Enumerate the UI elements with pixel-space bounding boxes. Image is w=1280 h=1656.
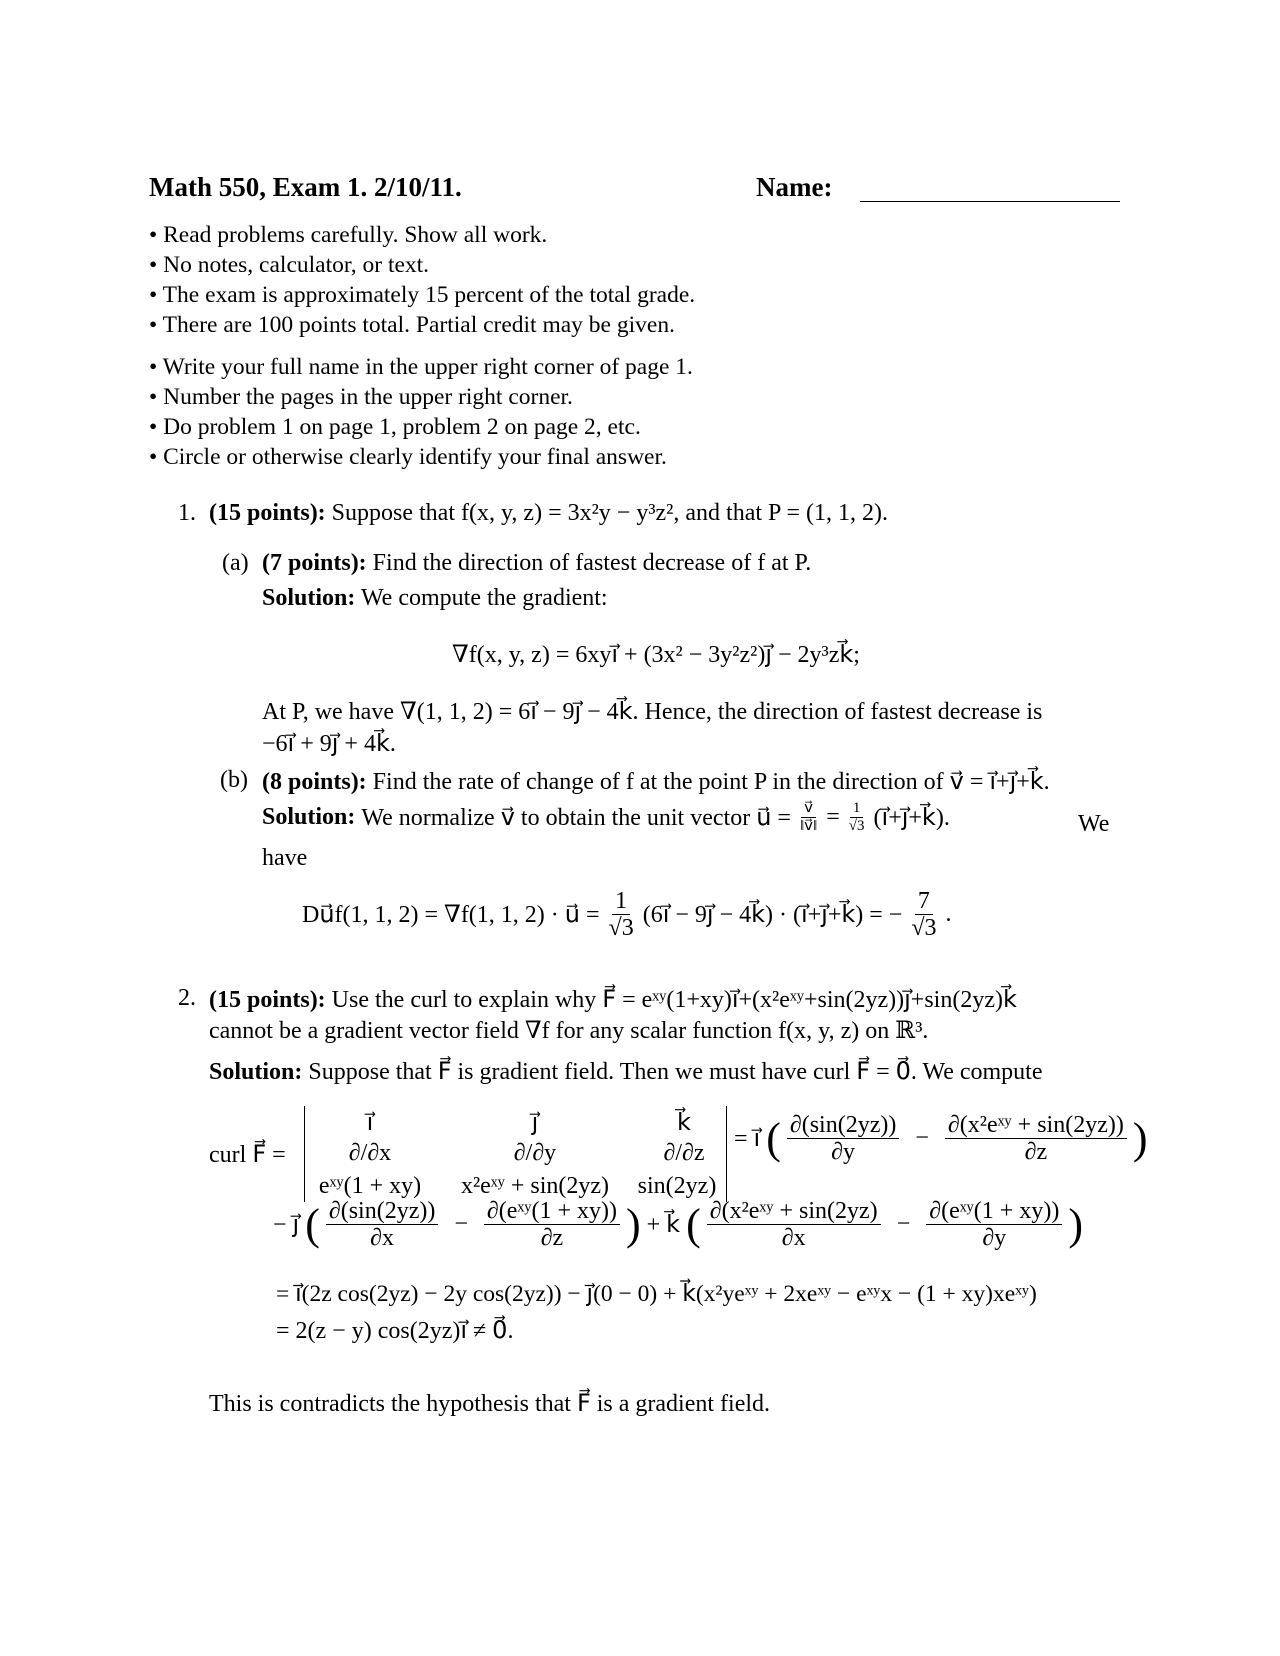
fraction-t3 [326, 1198, 439, 1252]
fraction-denominator: √3 [848, 817, 865, 834]
fraction-denominator: √3 [608, 915, 634, 942]
fraction-numerator: ∂(x²eˣʸ + sin(2yz)) [945, 1112, 1127, 1139]
gradient-formula: ∇f(x, y, z) = 6xyi⃗ + (3x² − 3y²z²)j⃗ − 2y³zk⃗; [452, 642, 860, 668]
minus-sign: − [915, 1125, 929, 1152]
matrix-q: x²eˣʸ + sin(2yz) [460, 1173, 610, 1199]
one-over-root3-large [606, 888, 637, 942]
part-a-solution-intro [262, 585, 608, 612]
problem-2-points: (15 points): [209, 987, 326, 1013]
fraction-numerator: v⃗ [801, 800, 816, 818]
minus-sign: − [896, 1211, 911, 1238]
fraction-t6 [926, 1198, 1062, 1252]
problem-2-number: 2. [178, 985, 196, 1011]
curl-jk-components [273, 1198, 1083, 1252]
fraction-numerator: ∂(sin(2yz)) [787, 1112, 900, 1139]
instruction-item: • Write your full name in the upper right corner of page 1. [149, 354, 693, 380]
fraction-numerator: ∂(x²eˣʸ + sin(2yz) [707, 1198, 881, 1225]
part-a-conclusion-1: At P, we have ∇(1, 1, 2) = 6i⃗ − 9j⃗ − 4k⃗. Hence, the direction of fastest decrease is [262, 699, 1043, 725]
problem-1-points: (15 points): [209, 500, 326, 526]
part-b-solution-line [262, 800, 950, 834]
right-paren: ) [625, 1199, 641, 1249]
part-b-label: (b) [220, 767, 248, 793]
part-a-conclusion-2: −6i⃗ + 9j⃗ + 4k⃗. [262, 731, 396, 757]
fraction-numerator: 7 [915, 888, 933, 915]
problem-2-statement-1 [209, 985, 1017, 1014]
instruction-item: • The exam is approximately 15 percent of the total grade. [149, 282, 696, 308]
instruction-item: • Circle or otherwise clearly identify your final answer. [149, 444, 667, 470]
left-paren: ( [305, 1199, 320, 1249]
solution-label: Solution: [262, 803, 356, 830]
fraction-numerator: ∂(sin(2yz)) [326, 1198, 439, 1225]
matrix-p: eˣʸ(1 + xy) [318, 1173, 422, 1199]
problem-2-statement-text: Use the curl to explain why F⃗ = eˣʸ(1+xy)i⃗+(x²eˣʸ+sin(2yz))j⃗+sin(2yz)k⃗ [331, 987, 1017, 1013]
derivative-middle: (6i⃗ − 9j⃗ − 4k⃗) · (i⃗+j⃗+k⃗) = − [642, 902, 903, 929]
problem-1-statement: Suppose that f(x, y, z) = 3x²y − y³z², and that P = (1, 1, 2). [331, 500, 888, 526]
unit-vector-fraction [797, 800, 820, 834]
minus-sign: − [454, 1211, 468, 1238]
fraction-denominator: ∂x [781, 1225, 806, 1252]
fraction-denominator: ‖v⃗‖ [799, 817, 818, 834]
fraction-t1 [787, 1112, 900, 1166]
matrix-d-dy: ∂/∂y [513, 1140, 557, 1166]
solution-text: Suppose that F⃗ is gradient field. Then we must have curl F⃗ = 0⃗. We compute [308, 1059, 1043, 1085]
curl-expanded-line: = i⃗(2z cos(2yz) − 2y cos(2yz)) − j⃗(0 − 0) + k⃗(x²yeˣʸ + 2xeˣʸ − eˣʸx − (1 + xy)xeˣʸ) [276, 1281, 1037, 1307]
one-over-root3 [846, 800, 868, 834]
fraction-denominator: ∂z [540, 1225, 564, 1252]
fraction-numerator: ∂(eˣʸ(1 + xy)) [926, 1198, 1062, 1225]
solution-label: Solution: [262, 585, 356, 611]
part-a-points: (7 points): [262, 550, 367, 576]
instruction-item: • No notes, calculator, or text. [149, 252, 430, 278]
left-paren: ( [766, 1113, 781, 1163]
problem-2-statement-2: cannot be a gradient vector field ∇f for any scalar function f(x, y, z) on ℝ³. [209, 1018, 929, 1044]
word-have: have [262, 845, 308, 871]
instruction-item: • Read problems carefully. Show all work. [149, 222, 548, 248]
fraction-numerator: ∂(eˣʸ(1 + xy)) [484, 1198, 620, 1225]
problem-2-solution-line [209, 1057, 1042, 1086]
equals-sign: = [826, 803, 840, 830]
fraction-numerator: 1 [612, 888, 630, 915]
exam-title: Math 550, Exam 1. 2/10/11. [149, 172, 462, 202]
name-label: Name: [756, 172, 833, 202]
curl-result-line: = 2(z − y) cos(2yz)i⃗ ≠ 0⃗. [276, 1318, 514, 1344]
part-a-question [262, 550, 811, 577]
fraction-denominator: ∂y [831, 1139, 856, 1166]
part-b-question-text: Find the rate of change of f at the point P in the direction of v⃗ = i⃗+j⃗+k⃗. [372, 769, 1050, 795]
solution-intro-text: We compute the gradient: [360, 585, 608, 611]
minus-j: − j⃗ [273, 1212, 300, 1239]
matrix-r: sin(2yz) [637, 1173, 717, 1199]
problem-1-number: 1. [178, 500, 196, 526]
ijk-sum: (i⃗+j⃗+k⃗). [873, 804, 950, 831]
fraction-numerator: 1 [850, 800, 864, 818]
solution-label: Solution: [209, 1059, 303, 1085]
curl-label: curl F⃗ = [209, 1142, 286, 1168]
solution-text: We normalize v⃗ to obtain the unit vector u⃗ = [361, 804, 791, 831]
part-b-question [262, 767, 1050, 796]
fraction-t2 [945, 1112, 1127, 1166]
fraction-t4 [484, 1198, 620, 1252]
left-paren: ( [686, 1199, 701, 1249]
matrix-d-dx: ∂/∂x [348, 1140, 392, 1166]
instruction-item: • Do problem 1 on page 1, problem 2 on page 2, etc. [149, 414, 641, 440]
derivative-lhs: Du⃗f(1, 1, 2) = ∇f(1, 1, 2) · u⃗ = [302, 902, 600, 929]
curl-i-component [734, 1112, 1148, 1166]
matrix-i: i⃗ [366, 1110, 374, 1136]
equals-i: = i⃗ [734, 1126, 761, 1153]
matrix-j: j⃗ [531, 1110, 539, 1136]
name-blank-line [860, 201, 1120, 202]
fraction-denominator: √3 [911, 915, 937, 942]
matrix-k: k⃗ [677, 1110, 691, 1136]
problem-1-header [209, 500, 888, 527]
word-we: We [1078, 811, 1110, 837]
instruction-item: • Number the pages in the upper right corner. [149, 384, 573, 410]
right-paren: ) [1068, 1199, 1083, 1249]
plus-k: + k⃗ [646, 1212, 681, 1239]
part-a-label: (a) [222, 550, 249, 576]
right-paren: ) [1132, 1113, 1148, 1163]
part-b-points: (8 points): [262, 769, 367, 795]
instruction-item: • There are 100 points total. Partial credit may be given. [149, 312, 675, 338]
fraction-t5 [707, 1198, 881, 1252]
period: . [945, 901, 952, 928]
fraction-denominator: ∂z [1024, 1139, 1048, 1166]
closing-statement: This is contradicts the hypothesis that F⃗ is a gradient field. [209, 1391, 771, 1417]
fraction-denominator: ∂y [982, 1225, 1007, 1252]
directional-derivative [302, 888, 952, 942]
part-a-question-text: Find the direction of fastest decrease of f at P. [372, 550, 812, 576]
matrix-d-dz: ∂/∂z [663, 1140, 705, 1166]
fraction-denominator: ∂x [370, 1225, 395, 1252]
seven-over-root3 [908, 888, 939, 942]
